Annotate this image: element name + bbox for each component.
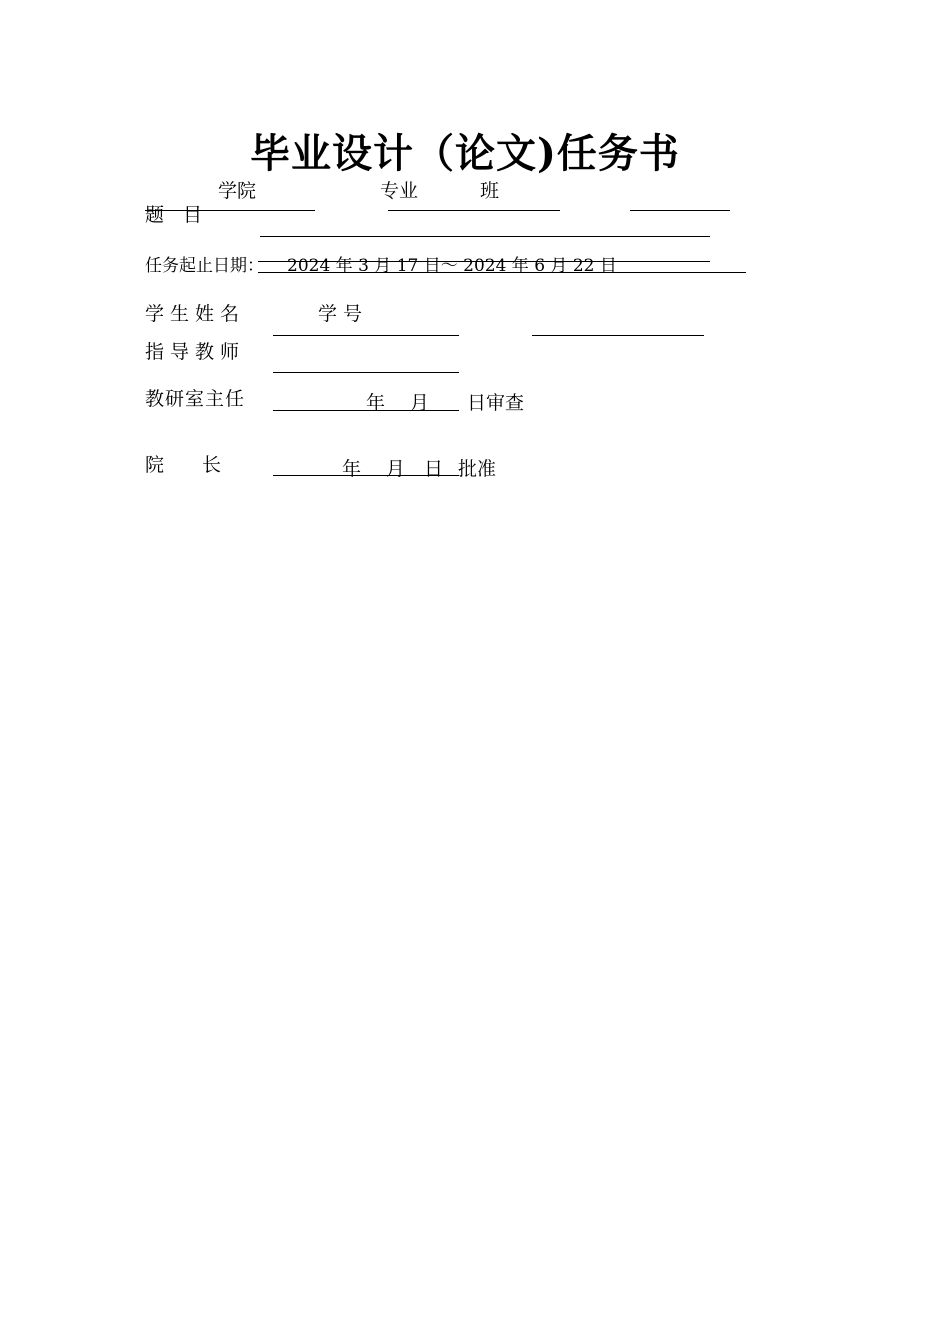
major-underline [388, 210, 560, 211]
date-range: 2024 年 3 月 17 日～ 2024 年 6 月 22 日 [287, 256, 617, 276]
college-label: 学院 [218, 180, 257, 202]
document-title: 毕业设计（论文)任务书 [250, 130, 680, 177]
major-label: 专业 [380, 180, 419, 202]
class-label: 班 [480, 180, 500, 202]
date-strike-line [258, 261, 710, 262]
topic-underline [260, 236, 710, 237]
dean-label: 院 长 [145, 454, 222, 476]
topic-label: 题 目 [145, 204, 203, 226]
director-underline [273, 410, 459, 411]
date-underline [258, 272, 746, 273]
director-label: 教研室主任 [145, 388, 246, 410]
student-name-underline [273, 335, 459, 336]
student-id-underline [532, 335, 704, 336]
advisor-label: 指导教师 [145, 341, 246, 363]
advisor-underline [273, 372, 459, 373]
dean-suffix: 批准 [458, 458, 497, 480]
class-underline [630, 210, 730, 211]
director-suffix: 日审查 [467, 392, 525, 414]
dean-date: 年 月 日 [342, 458, 444, 480]
date-label: 任务起止日期： [145, 256, 264, 276]
director-date: 年 月 [366, 392, 430, 414]
student-id-label: 学号 [318, 303, 369, 325]
topic-strike-line [145, 210, 315, 211]
student-name-label: 学生姓名 [145, 303, 246, 325]
dean-underline [273, 475, 459, 476]
